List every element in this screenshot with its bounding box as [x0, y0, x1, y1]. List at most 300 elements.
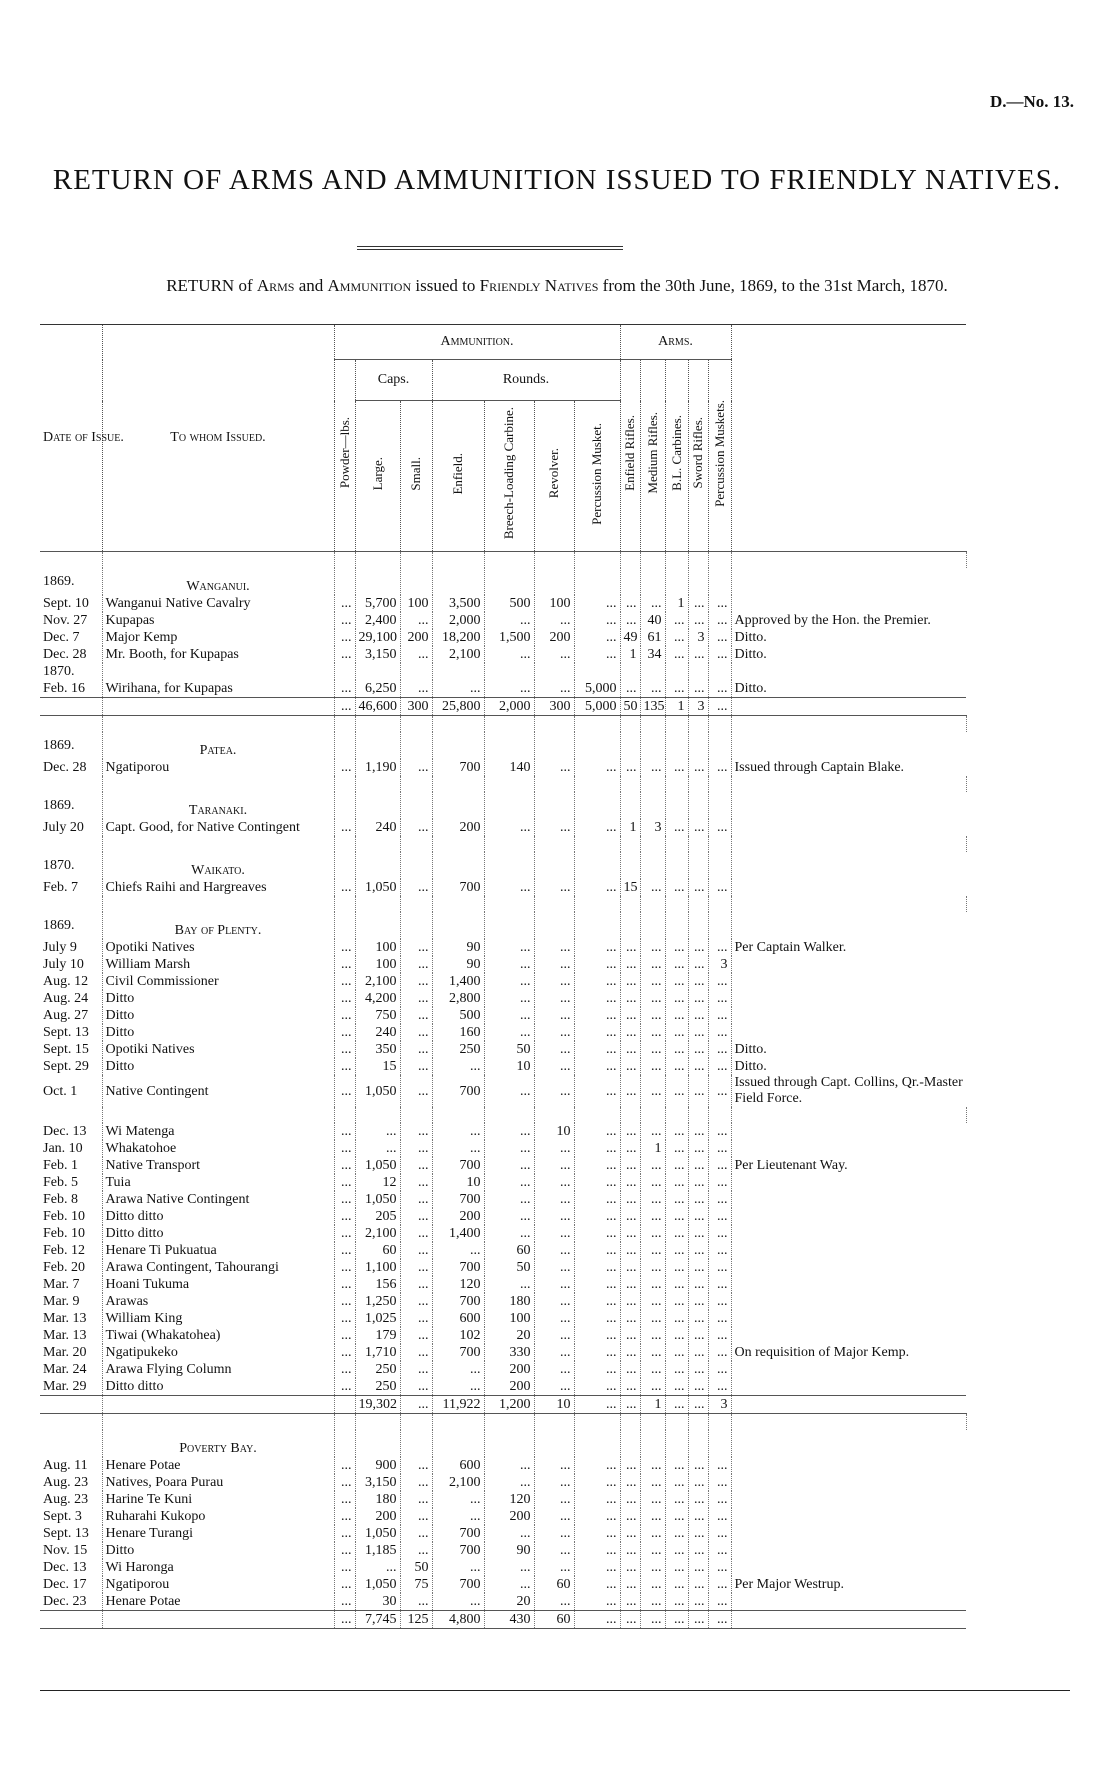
quantity-cell	[574, 663, 620, 680]
quantity-cell: ...	[334, 1327, 355, 1344]
quantity-cell: ...	[708, 939, 731, 956]
quantity-cell: 500	[432, 1007, 484, 1024]
quantity-cell: ...	[432, 1508, 484, 1525]
quantity-cell: ...	[665, 1576, 688, 1593]
total-cell: 19,302	[355, 1396, 400, 1414]
quantity-cell: ...	[708, 1058, 731, 1075]
header-percussion-muskets: Percussion Muskets.	[708, 360, 731, 552]
quantity-cell: 350	[355, 1041, 400, 1058]
quantity-cell: ...	[688, 1593, 708, 1611]
table-row	[40, 1361, 966, 1378]
quantity-cell: ...	[688, 1140, 708, 1157]
returns-table-wrapper	[40, 324, 1070, 1629]
quantity-cell: 500	[484, 595, 534, 612]
quantity-cell: ...	[484, 1276, 534, 1293]
remark	[731, 1242, 966, 1259]
quantity-cell: ...	[574, 1208, 620, 1225]
quantity-cell: ...	[400, 1259, 432, 1276]
issued-to: Major Kemp	[102, 629, 334, 646]
quantity-cell: ...	[334, 1293, 355, 1310]
quantity-cell: ...	[665, 1191, 688, 1208]
quantity-cell: 20	[484, 1593, 534, 1611]
quantity-cell: ...	[534, 956, 574, 973]
header-remarks	[731, 325, 966, 552]
total-cell: ...	[620, 1611, 640, 1629]
issue-date: Dec. 13	[40, 1123, 102, 1140]
table-row	[40, 1525, 966, 1542]
issued-to: Arawa Flying Column	[102, 1361, 334, 1378]
quantity-cell: 1,050	[355, 1525, 400, 1542]
quantity-cell: ...	[484, 973, 534, 990]
issued-to: Tuia	[102, 1174, 334, 1191]
quantity-cell: ...	[640, 1208, 665, 1225]
quantity-cell: 6,250	[355, 680, 400, 698]
total-cell: 60	[534, 1611, 574, 1629]
quantity-cell: ...	[400, 1457, 432, 1474]
quantity-cell: ...	[665, 1058, 688, 1075]
quantity-cell: ...	[708, 1075, 731, 1107]
quantity-cell: 50	[484, 1041, 534, 1058]
table-row	[40, 759, 966, 776]
quantity-cell: ...	[688, 1293, 708, 1310]
quantity-cell: ...	[665, 1361, 688, 1378]
table-row	[40, 1140, 966, 1157]
issued-to: Civil Commissioner	[102, 973, 334, 990]
quantity-cell: ...	[334, 1191, 355, 1208]
quantity-cell: 50	[400, 1559, 432, 1576]
issue-date: Dec. 28	[40, 646, 102, 663]
section-name: Patea.	[102, 732, 334, 759]
quantity-cell: ...	[334, 1576, 355, 1593]
quantity-cell: ...	[534, 1378, 574, 1396]
quantity-cell: ...	[640, 973, 665, 990]
issue-date: Dec. 13	[40, 1559, 102, 1576]
quantity-cell: 3,150	[355, 1474, 400, 1491]
quantity-cell: 3,150	[355, 646, 400, 663]
quantity-cell	[334, 663, 355, 680]
quantity-cell: ...	[620, 1208, 640, 1225]
remark	[731, 1024, 966, 1041]
issued-to: Ditto	[102, 990, 334, 1007]
caption-word-friendly-natives: Friendly Natives	[479, 276, 599, 295]
quantity-cell: 700	[432, 1191, 484, 1208]
quantity-cell: ...	[432, 1361, 484, 1378]
quantity-cell: ...	[574, 1525, 620, 1542]
section-name: Waikato.	[102, 852, 334, 879]
quantity-cell	[665, 663, 688, 680]
total-cell: 125	[400, 1611, 432, 1629]
issue-date: Nov. 15	[40, 1542, 102, 1559]
quantity-cell: ...	[400, 879, 432, 896]
quantity-cell: ...	[534, 1024, 574, 1041]
quantity-cell: ...	[484, 879, 534, 896]
issue-date: Sept. 29	[40, 1058, 102, 1075]
quantity-cell: ...	[334, 1525, 355, 1542]
quantity-cell: ...	[688, 1576, 708, 1593]
quantity-cell: ...	[400, 973, 432, 990]
total-cell: 5,000	[574, 698, 620, 716]
quantity-cell: ...	[708, 1525, 731, 1542]
quantity-cell: ...	[484, 1457, 534, 1474]
quantity-cell: ...	[400, 1075, 432, 1107]
quantity-cell: ...	[574, 990, 620, 1007]
quantity-cell: ...	[708, 759, 731, 776]
quantity-cell: ...	[688, 1559, 708, 1576]
quantity-cell: ...	[640, 1259, 665, 1276]
table-row	[40, 990, 966, 1007]
quantity-cell: 156	[355, 1276, 400, 1293]
remark: Per Major Westrup.	[734, 1576, 844, 1592]
quantity-cell: ...	[334, 939, 355, 956]
quantity-cell: 180	[484, 1293, 534, 1310]
header-enfield-rifles: Enfield Rifles.	[620, 360, 640, 552]
quantity-cell: 160	[432, 1024, 484, 1041]
header-small: Small.	[400, 401, 432, 552]
issued-to: Opotiki Natives	[102, 1041, 334, 1058]
issue-date: Dec. 28	[40, 759, 102, 776]
quantity-cell: ...	[640, 1344, 665, 1361]
quantity-cell: ...	[334, 1225, 355, 1242]
quantity-cell: ...	[640, 1474, 665, 1491]
quantity-cell: ...	[640, 1457, 665, 1474]
quantity-cell: ...	[432, 1123, 484, 1140]
quantity-cell: ...	[400, 1474, 432, 1491]
table-row	[40, 1157, 966, 1174]
quantity-cell: ...	[620, 1593, 640, 1611]
table-row	[40, 1276, 966, 1293]
quantity-cell: ...	[334, 759, 355, 776]
issue-date: July 20	[40, 819, 102, 836]
issue-date: Mar. 7	[40, 1276, 102, 1293]
table-row	[40, 1378, 966, 1396]
quantity-cell: ...	[688, 1344, 708, 1361]
issued-to: Capt. Good, for Native Contingent	[102, 819, 334, 836]
header-powder: Powder—lbs.	[334, 360, 355, 552]
quantity-cell: ...	[334, 1041, 355, 1058]
table-row	[40, 973, 966, 990]
quantity-cell: ...	[400, 1378, 432, 1396]
quantity-cell: 600	[432, 1457, 484, 1474]
issue-date: Aug. 23	[40, 1474, 102, 1491]
quantity-cell: 100	[355, 956, 400, 973]
quantity-cell: 1,050	[355, 1157, 400, 1174]
section-name: Wanganui.	[102, 568, 334, 595]
quantity-cell: ...	[400, 819, 432, 836]
quantity-cell: ...	[620, 1007, 640, 1024]
remark	[731, 1378, 966, 1396]
header-breech-loading: Breech-Loading Carbine.	[484, 401, 534, 552]
quantity-cell: ...	[665, 1276, 688, 1293]
quantity-cell: ...	[574, 612, 620, 629]
quantity-cell: 1	[665, 595, 688, 612]
quantity-cell: ...	[665, 1075, 688, 1107]
issued-to: Arawas	[102, 1293, 334, 1310]
issue-date: Feb. 7	[40, 879, 102, 896]
quantity-cell: ...	[400, 1525, 432, 1542]
header-caps: Caps.	[355, 360, 432, 401]
quantity-cell: ...	[665, 819, 688, 836]
quantity-cell: ...	[574, 1310, 620, 1327]
section-heading-row	[40, 792, 966, 819]
total-cell	[334, 1396, 355, 1414]
section-year: 1869.	[40, 568, 102, 595]
quantity-cell: ...	[620, 612, 640, 629]
quantity-cell: ...	[400, 612, 432, 629]
quantity-cell: ...	[534, 1157, 574, 1174]
quantity-cell: ...	[534, 1225, 574, 1242]
quantity-cell: ...	[688, 1378, 708, 1396]
quantity-cell: 250	[432, 1041, 484, 1058]
quantity-cell: 3	[708, 956, 731, 973]
quantity-cell: ...	[688, 1310, 708, 1327]
quantity-cell: ...	[534, 1559, 574, 1576]
quantity-cell: ...	[688, 1225, 708, 1242]
quantity-cell: 50	[484, 1259, 534, 1276]
quantity-cell: ...	[574, 1157, 620, 1174]
quantity-cell: ...	[334, 1593, 355, 1611]
section-name: Taranaki.	[102, 792, 334, 819]
quantity-cell: ...	[432, 1140, 484, 1157]
issued-to: Henare Turangi	[102, 1525, 334, 1542]
quantity-cell: ...	[334, 1559, 355, 1576]
table-row	[40, 1457, 966, 1474]
quantity-cell: ...	[665, 1593, 688, 1611]
caption-word-and: and	[298, 276, 324, 295]
quantity-cell: ...	[400, 956, 432, 973]
quantity-cell: ...	[640, 1024, 665, 1041]
quantity-cell: ...	[665, 759, 688, 776]
quantity-cell: ...	[400, 1491, 432, 1508]
quantity-cell: ...	[484, 1075, 534, 1107]
quantity-cell: ...	[534, 1208, 574, 1225]
issue-date: Feb. 16	[40, 680, 102, 698]
quantity-cell: ...	[688, 1208, 708, 1225]
quantity-cell: ...	[400, 1593, 432, 1611]
table-row	[40, 1242, 966, 1259]
table-row	[40, 1191, 966, 1208]
issued-to: Chiefs Raihi and Hargreaves	[102, 879, 334, 896]
quantity-cell: ...	[620, 1378, 640, 1396]
quantity-cell: ...	[400, 1310, 432, 1327]
quantity-cell: 49	[620, 629, 640, 646]
quantity-cell: ...	[334, 1508, 355, 1525]
quantity-cell: ...	[708, 1310, 731, 1327]
quantity-cell: ...	[534, 1140, 574, 1157]
table-row	[40, 939, 966, 956]
issued-to: Wirihana, for Kupapas	[102, 680, 334, 698]
quantity-cell: ...	[665, 1293, 688, 1310]
quantity-cell: ...	[432, 1593, 484, 1611]
quantity-cell: ...	[640, 1327, 665, 1344]
issue-date: Feb. 1	[40, 1157, 102, 1174]
quantity-cell: ...	[400, 1024, 432, 1041]
quantity-cell: ...	[534, 612, 574, 629]
quantity-cell: ...	[620, 1259, 640, 1276]
total-cell: ...	[688, 1611, 708, 1629]
quantity-cell	[484, 663, 534, 680]
section-total-row	[40, 698, 966, 716]
quantity-cell: ...	[574, 1041, 620, 1058]
quantity-cell: ...	[574, 1191, 620, 1208]
quantity-cell: ...	[574, 939, 620, 956]
quantity-cell: ...	[665, 1525, 688, 1542]
header-percussion-musket: Percussion Musket.	[574, 401, 620, 552]
row-spacer	[40, 1107, 966, 1123]
quantity-cell: ...	[688, 680, 708, 698]
issue-date: 1870.	[40, 663, 102, 680]
issued-to: Wi Matenga	[102, 1123, 334, 1140]
quantity-cell: ...	[708, 1576, 731, 1593]
bottom-rule	[40, 1690, 1070, 1691]
issue-date: July 9	[40, 939, 102, 956]
quantity-cell: ...	[400, 1508, 432, 1525]
total-cell: 2,000	[484, 698, 534, 716]
quantity-cell: ...	[708, 680, 731, 698]
quantity-cell: ...	[688, 939, 708, 956]
quantity-cell: ...	[334, 990, 355, 1007]
quantity-cell: ...	[400, 990, 432, 1007]
remark: Ditto.	[734, 1058, 767, 1074]
issued-to: William Marsh	[102, 956, 334, 973]
table-row	[40, 1559, 966, 1576]
quantity-cell: ...	[620, 1041, 640, 1058]
total-cell: 50	[620, 698, 640, 716]
quantity-cell: ...	[665, 1508, 688, 1525]
remark	[731, 1007, 966, 1024]
quantity-cell: 1	[640, 1140, 665, 1157]
quantity-cell: ...	[534, 1293, 574, 1310]
section-total-row	[40, 1611, 966, 1629]
section-spacer	[40, 776, 966, 792]
quantity-cell: ...	[400, 939, 432, 956]
quantity-cell: 10	[432, 1174, 484, 1191]
quantity-cell: ...	[432, 1378, 484, 1396]
quantity-cell: ...	[574, 1140, 620, 1157]
table-header	[40, 325, 966, 552]
issued-to: Ngatiporou	[102, 759, 334, 776]
quantity-cell: ...	[534, 680, 574, 698]
quantity-cell: ...	[665, 1157, 688, 1174]
quantity-cell: 200	[534, 629, 574, 646]
quantity-cell: ...	[534, 1259, 574, 1276]
quantity-cell: ...	[620, 1474, 640, 1491]
issued-to: Hoani Tukuma	[102, 1276, 334, 1293]
table-row	[40, 879, 966, 896]
remark: Ditto.	[734, 680, 767, 696]
page-title: RETURN OF ARMS AND AMMUNITION ISSUED TO FRIENDLY NATIVES.	[52, 164, 1062, 196]
quantity-cell: 200	[400, 629, 432, 646]
issued-to: Henare Potae	[102, 1593, 334, 1611]
quantity-cell: ...	[484, 1157, 534, 1174]
issued-to: Ditto ditto	[102, 1225, 334, 1242]
issue-date: Dec. 23	[40, 1593, 102, 1611]
quantity-cell: 1,050	[355, 1075, 400, 1107]
quantity-cell: 200	[484, 1508, 534, 1525]
quantity-cell: ...	[688, 1259, 708, 1276]
table-row	[40, 1593, 966, 1611]
issue-date: Mar. 13	[40, 1327, 102, 1344]
section-year: 1869.	[40, 912, 102, 939]
caption-date-range: from the 30th June, 1869, to the 31st March, 1870.	[602, 276, 948, 295]
quantity-cell: ...	[484, 939, 534, 956]
quantity-cell: ...	[534, 1593, 574, 1611]
total-cell: ...	[688, 1396, 708, 1414]
quantity-cell: ...	[484, 1525, 534, 1542]
quantity-cell: ...	[688, 1525, 708, 1542]
issue-date: Oct. 1	[40, 1075, 102, 1107]
issue-date: Sept. 10	[40, 595, 102, 612]
quantity-cell: ...	[334, 1457, 355, 1474]
quantity-cell: ...	[640, 1174, 665, 1191]
total-cell: 4,800	[432, 1611, 484, 1629]
quantity-cell: 120	[484, 1491, 534, 1508]
total-cell: ...	[400, 1396, 432, 1414]
quantity-cell: ...	[708, 1276, 731, 1293]
quantity-cell	[534, 663, 574, 680]
table-row	[40, 1491, 966, 1508]
quantity-cell: ...	[708, 1593, 731, 1611]
remark: Ditto.	[734, 1041, 767, 1057]
quantity-cell: ...	[574, 1242, 620, 1259]
quantity-cell: ...	[484, 1007, 534, 1024]
quantity-cell: ...	[708, 1024, 731, 1041]
quantity-cell: 750	[355, 1007, 400, 1024]
section-year: 1869.	[40, 732, 102, 759]
quantity-cell: ...	[640, 1491, 665, 1508]
quantity-cell: ...	[708, 1474, 731, 1491]
issue-date: Mar. 20	[40, 1344, 102, 1361]
quantity-cell: ...	[640, 1576, 665, 1593]
quantity-cell: ...	[620, 1123, 640, 1140]
quantity-cell: ...	[665, 1457, 688, 1474]
quantity-cell: 100	[400, 595, 432, 612]
remark	[731, 1140, 966, 1157]
quantity-cell: ...	[688, 759, 708, 776]
section-name: Poverty Bay.	[102, 1430, 334, 1457]
total-cell: 1	[640, 1396, 665, 1414]
quantity-cell: ...	[574, 1327, 620, 1344]
caption-word-return: RETURN	[166, 276, 235, 295]
quantity-cell: ...	[400, 759, 432, 776]
quantity-cell: ...	[400, 1542, 432, 1559]
header-to-whom: To whom Issued.	[102, 325, 334, 552]
quantity-cell: ...	[688, 1474, 708, 1491]
quantity-cell: 600	[432, 1310, 484, 1327]
quantity-cell: ...	[665, 680, 688, 698]
quantity-cell: 1,500	[484, 629, 534, 646]
quantity-cell: ...	[574, 879, 620, 896]
quantity-cell: ...	[484, 956, 534, 973]
issued-to: Native Transport	[102, 1157, 334, 1174]
issued-to: Kupapas	[102, 612, 334, 629]
quantity-cell: ...	[334, 1024, 355, 1041]
quantity-cell: ...	[574, 1123, 620, 1140]
table-row	[40, 1123, 966, 1140]
section-name: Bay of Plenty.	[102, 912, 334, 939]
total-cell: ...	[620, 1396, 640, 1414]
quantity-cell: ...	[688, 1174, 708, 1191]
issue-date: Aug. 23	[40, 1491, 102, 1508]
quantity-cell: ...	[484, 1225, 534, 1242]
quantity-cell: ...	[574, 1508, 620, 1525]
quantity-cell: ...	[484, 1191, 534, 1208]
total-cell: 11,922	[432, 1396, 484, 1414]
quantity-cell: ...	[400, 1208, 432, 1225]
issued-to: Ngatipukeko	[102, 1344, 334, 1361]
quantity-cell: ...	[334, 1310, 355, 1327]
quantity-cell: 2,100	[355, 973, 400, 990]
quantity-cell: 1	[620, 819, 640, 836]
